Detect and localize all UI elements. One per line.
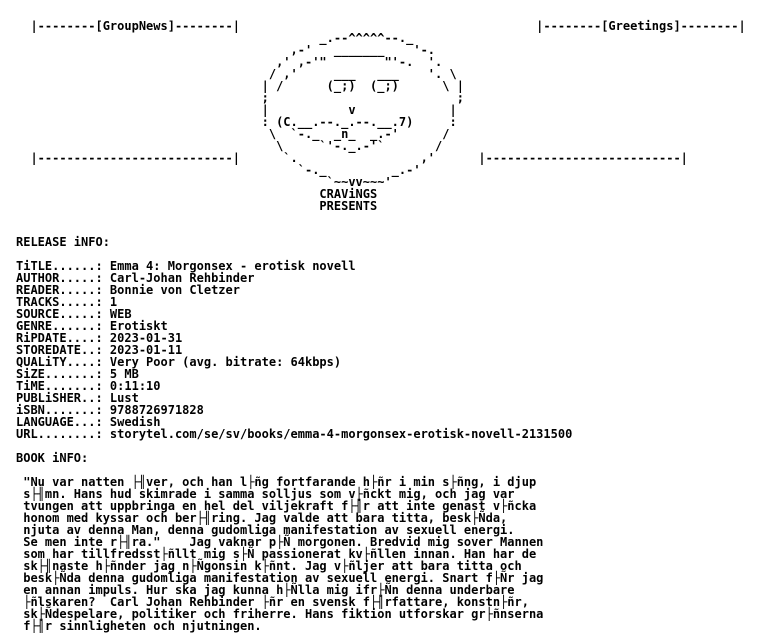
nfo-line: Se men inte r├╢ra." Jag vaknar p├Ñ morgonen. Bredvid mig sover Mannen	[16, 535, 544, 549]
nfo-line: STOREDATE..: 2023-01-11	[16, 343, 183, 357]
nfo-line: | v |	[16, 103, 457, 117]
nfo-line: | / (_;) (_;) \ |	[16, 79, 464, 93]
nfo-line: LANGUAGE...: Swedish	[16, 415, 161, 429]
nfo-line: |---------------------------| `. ,' |---------------------------|	[16, 151, 688, 165]
nfo-line	[16, 212, 746, 224]
nfo-line: |--------[GroupNews]--------| |--------[Greetings]--------|	[16, 19, 746, 33]
nfo-line: AUTHOR.....: Carl-Johan Rehbinder	[16, 271, 255, 285]
nfo-line: URL........: storytel.com/se/sv/books/emma-4-morgonsex-erotisk-novell-2131500	[16, 427, 573, 441]
nfo-line: s├╢mn. Hans hud skimrade i samma solljus som v├ñckt mig, och jag var	[16, 487, 515, 501]
nfo-line: SOURCE.....: WEB	[16, 307, 132, 321]
nfo-line: GENRE......: Erotiskt	[16, 319, 168, 333]
nfo-line: _.--^^^^^--._	[16, 31, 414, 45]
nfo-line: iSBN.......: 9788726971828	[16, 403, 204, 417]
nfo-line: `-._ _.-'	[16, 163, 421, 177]
nfo-line: TiME.......: 0:11:10	[16, 379, 161, 393]
nfo-line: ,-' _______ '-.	[16, 43, 436, 57]
nfo-line: "Nu var natten ├╢ver, och han l├ñg fortfarande h├ñr i min s├ñng, i djup	[16, 475, 537, 489]
nfo-line: tvungen att uppbringa en hel del viljekraft f├╢r att inte genast v├ñcka	[16, 499, 537, 513]
nfo-line: CRAViNGS	[16, 187, 378, 201]
nfo-text	[16, 8, 746, 632]
nfo-line: sk├Ñdespelare, politiker och friherre. Hans fiktion utforskar gr├ñnserna	[16, 607, 544, 621]
nfo-line: TiTLE......: Emma 4: Morgonsex - erotisk novell	[16, 259, 356, 273]
nfo-line: `~~vv~~~'	[16, 175, 392, 189]
nfo-line: QUALiTY....: Very Poor (avg. bitrate: 64kbps)	[16, 355, 342, 369]
nfo-line: ├ñlskaren? Carl Johan Rehbinder ├ñr en svensk f├╢rfattare, konstn├ñr,	[16, 595, 529, 609]
nfo-line: njuta av denna Man, denna gudomliga manifestation av sexuell energi.	[16, 523, 515, 537]
nfo-line: \ `-._ _n_ _.-' /	[16, 127, 450, 141]
nfo-line: : (C.__.--._.--.__.7) :	[16, 115, 457, 129]
nfo-line: \ `'-._.-'` /	[16, 139, 443, 153]
nfo-line: ; ;	[16, 91, 464, 105]
nfo-line: besk├Ñda denna gudomliga manifestation av sexuell energi. Snart f├Ñr jag	[16, 571, 544, 585]
nfo-line: en annan impuls. Hur ska jag kunna h├Ñlla mig ifr├Ñn denna underbare	[16, 583, 515, 597]
nfo-line: RELEASE iNFO:	[16, 235, 110, 249]
nfo-line: ,' ,-'" "'-. '.	[16, 55, 443, 69]
nfo-line: / ,' ___ ___ '. \	[16, 67, 457, 81]
nfo-line: f├╢r sinnligheten och njutningen.	[16, 619, 262, 633]
nfo-line: PRESENTS	[16, 199, 378, 213]
nfo-line: PUBLiSHER..: Lust	[16, 391, 139, 405]
nfo-line: RiPDATE....: 2023-01-31	[16, 331, 183, 345]
nfo-line: SiZE.......: 5 MB	[16, 367, 139, 381]
nfo-line: sk├╢naste h├ñnder jag n├Ñgonsin k├ñnt. Jag v├ñljer att bara titta och	[16, 559, 522, 573]
nfo-line	[16, 440, 746, 452]
nfo-line	[16, 224, 746, 236]
nfo-line: TRACKS.....: 1	[16, 295, 118, 309]
nfo-line: READER.....: Bonnie von Cletzer	[16, 283, 240, 297]
nfo-line: BOOK iNFO:	[16, 451, 89, 465]
nfo-line: honom med kyssar och ber├╢ring. Jag valde att bara titta, besk├Ñda,	[16, 511, 508, 525]
nfo-line: som har tillfredsst├ñllt mig s├Ñ passionerat kv├ñllen innan. Han har de	[16, 547, 537, 561]
